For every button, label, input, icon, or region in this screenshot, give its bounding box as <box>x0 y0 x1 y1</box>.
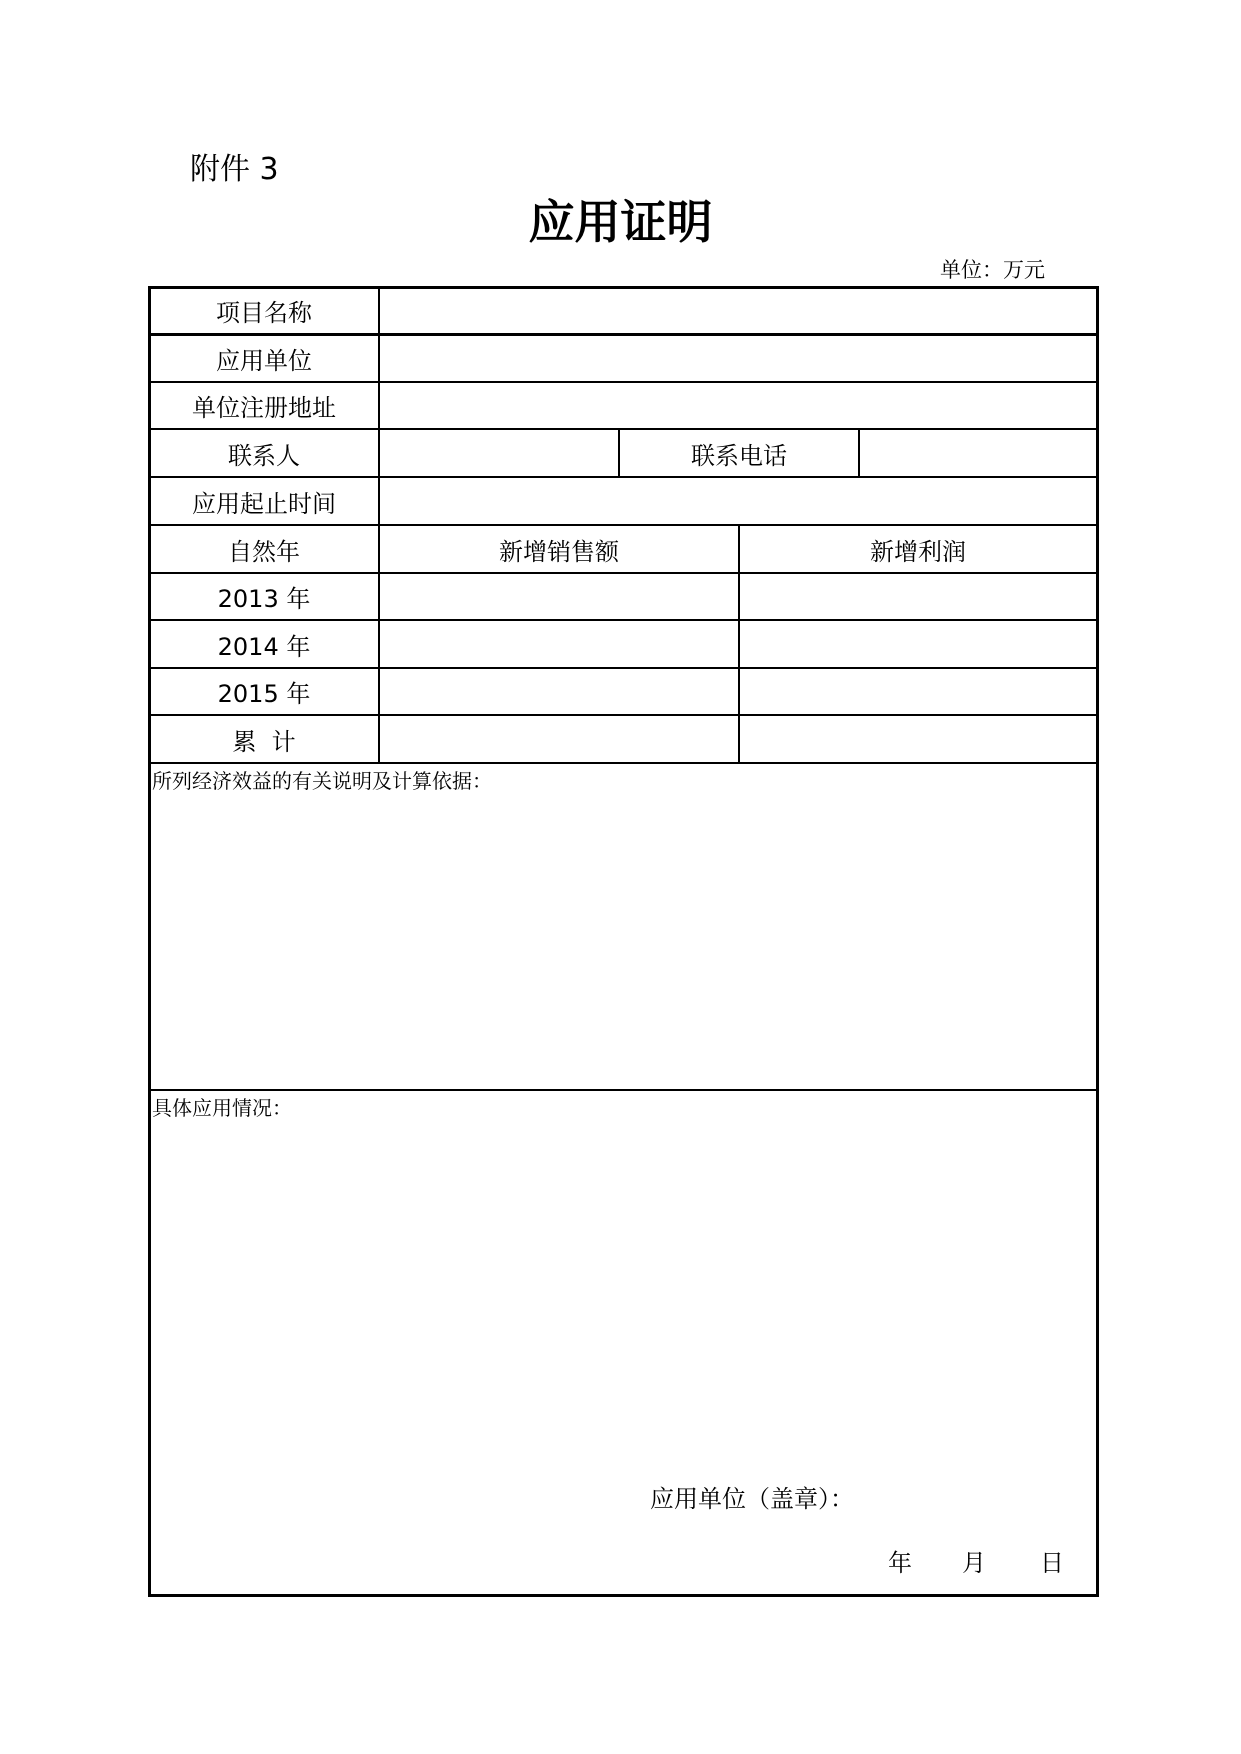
year-header: 自然年 <box>228 537 300 566</box>
year-2013-label: 2013 年 <box>217 585 311 613</box>
new-profit-header: 新增利润 <box>870 537 966 566</box>
new-sales-header: 新增销售额 <box>499 537 619 566</box>
contact-phone-field[interactable] <box>860 430 1096 476</box>
registered-address-label: 单位注册地址 <box>192 394 336 422</box>
date-year-label: 年 <box>888 1549 912 1577</box>
table-border-right <box>1096 286 1099 1597</box>
year-2014-label: 2014 年 <box>217 632 311 661</box>
project-name-field[interactable] <box>380 288 1096 333</box>
date-day-label: 日 <box>1040 1549 1064 1577</box>
project-name-label: 项目名称 <box>216 299 312 327</box>
explanation-label: 所列经济效益的有关说明及计算依据： <box>152 769 492 793</box>
table-border-bottom <box>148 1594 1098 1597</box>
explanation-field[interactable] <box>150 798 1096 1088</box>
applicant-unit-field[interactable] <box>380 335 1096 381</box>
contact-phone-label: 联系电话 <box>691 441 787 470</box>
section-divider <box>148 1089 1098 1091</box>
unit-note: 单位：万元 <box>940 258 1045 282</box>
profit-total-field[interactable] <box>740 716 1096 762</box>
attachment-label: 附件 3 <box>190 152 279 187</box>
period-field[interactable] <box>380 478 1096 524</box>
page-title: 应用证明 <box>528 195 713 249</box>
applicant-unit-label: 应用单位 <box>216 346 312 375</box>
usage-field[interactable] <box>150 1125 1096 1485</box>
year-2015-label: 2015 年 <box>217 680 311 708</box>
registered-address-field[interactable] <box>380 383 1096 428</box>
total-label: 累 计 <box>232 727 296 756</box>
profit-2013-field[interactable] <box>740 574 1096 619</box>
sales-2015-field[interactable] <box>380 669 738 714</box>
profit-2015-field[interactable] <box>740 669 1096 714</box>
profit-2014-field[interactable] <box>740 621 1096 667</box>
sales-2014-field[interactable] <box>380 621 738 667</box>
row-divider <box>148 762 1098 764</box>
contact-person-label: 联系人 <box>228 441 300 470</box>
sales-total-field[interactable] <box>380 716 738 762</box>
date-month-label: 月 <box>962 1549 986 1577</box>
period-label: 应用起止时间 <box>192 489 336 518</box>
usage-label: 具体应用情况： <box>152 1096 292 1120</box>
contact-person-field[interactable] <box>380 430 618 476</box>
sales-2013-field[interactable] <box>380 574 738 619</box>
seal-label: 应用单位（盖章）： <box>650 1485 854 1513</box>
